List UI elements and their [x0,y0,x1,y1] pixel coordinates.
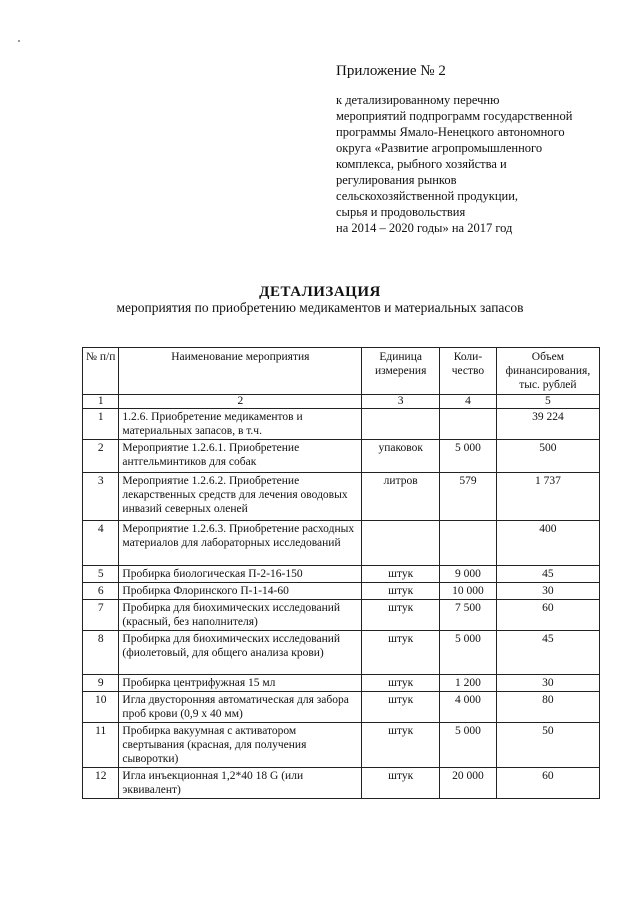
table-row [83,583,600,600]
row-unit: упаковок [362,440,440,473]
row-name: Пробирка биологическая П-2-16-150 [119,566,362,583]
column-number-row [83,395,600,409]
row-amount: 45 [496,631,599,675]
table-row [83,521,600,566]
row-number: 4 [83,521,119,566]
table-row [83,473,600,521]
row-number: 10 [83,692,119,723]
row-quantity: 20 000 [440,768,497,799]
row-quantity: 7 500 [440,600,497,631]
row-number: 2 [83,440,119,473]
row-unit: штук [362,675,440,692]
row-unit: штук [362,600,440,631]
table-row [83,631,600,675]
row-name: Пробирка Флоринского П-1-14-60 [119,583,362,600]
scan-speck [18,40,20,42]
row-number: 7 [83,600,119,631]
row-unit: штук [362,723,440,768]
row-number: 8 [83,631,119,675]
row-name: Игла инъекционная 1,2*40 18 G (или эквивалент) [119,768,362,799]
table-row [83,440,600,473]
row-number: 3 [83,473,119,521]
appendix-line: сельскохозяйственной продукции, [336,189,519,203]
row-amount: 1 737 [496,473,599,521]
document-subheading: мероприятия по приобретению медикаментов и материальных запасов [116,300,524,315]
row-quantity: 5 000 [440,440,497,473]
row-unit: штук [362,631,440,675]
appendix-line: к детализированному перечню [336,93,500,107]
row-quantity [440,521,497,566]
items-table [82,347,600,799]
row-amount: 45 [496,566,599,583]
row-unit: штук [362,768,440,799]
row-name: Пробирка центрифужная 15 мл [119,675,362,692]
row-unit [362,409,440,440]
row-amount: 500 [496,440,599,473]
row-unit: литров [362,473,440,521]
row-name: Пробирка для биохимических исследований (красный, без наполнителя) [119,600,362,631]
row-quantity: 1 200 [440,675,497,692]
row-amount: 400 [496,521,599,566]
row-amount: 30 [496,675,599,692]
table-row [83,723,600,768]
row-amount: 50 [496,723,599,768]
row-amount: 30 [496,583,599,600]
row-quantity: 5 000 [440,631,497,675]
row-name: Мероприятие 1.2.6.2. Приобретение лекарственных средств для лечения оводовых инвазий северных оленей [119,473,362,521]
row-quantity: 5 000 [440,723,497,768]
table-row [83,566,600,583]
header-unit: Единица измерения [362,348,440,395]
row-number: 12 [83,768,119,799]
appendix-line: программы Ямало-Ненецкого автономного [336,125,565,139]
row-quantity: 10 000 [440,583,497,600]
appendix-line: на 2014 – 2020 годы» на 2017 год [336,221,513,235]
table-header-row [83,348,600,395]
appendix-line: округа «Развитие агропромышленного [336,141,543,155]
column-number: 2 [119,395,362,409]
row-name: Пробирка для биохимических исследований (фиолетовый, для общего анализа крови) [119,631,362,675]
column-number: 4 [440,395,497,409]
row-name: Пробирка вакуумная с активатором свертывания (красная, для получения сыворотки) [119,723,362,768]
appendix-title: Приложение № 2 [336,63,446,79]
appendix-line: сырья и продовольствия [336,205,466,219]
column-number: 1 [83,395,119,409]
table-row [83,600,600,631]
row-name: Мероприятие 1.2.6.1. Приобретение антгельминтиков для собак [119,440,362,473]
table-row [83,409,600,440]
row-quantity: 4 000 [440,692,497,723]
table-row [83,675,600,692]
appendix-line: регулирования рынков [336,173,457,187]
row-unit: штук [362,583,440,600]
appendix-line: комплекса, рыбного хозяйства и [336,157,507,171]
row-name: Мероприятие 1.2.6.3. Приобретение расходных материалов для лабораторных исследований [119,521,362,566]
row-unit: штук [362,692,440,723]
row-number: 6 [83,583,119,600]
appendix-line: мероприятий подпрограмм государственной [336,109,573,123]
row-amount: 39 224 [496,409,599,440]
column-number: 3 [362,395,440,409]
row-quantity [440,409,497,440]
header-qty: Коли-чество [440,348,497,395]
row-amount: 80 [496,692,599,723]
row-number: 11 [83,723,119,768]
table-row [83,768,600,799]
row-number: 9 [83,675,119,692]
row-name: 1.2.6. Приобретение медикаментов и материальных запасов, в т.ч. [119,409,362,440]
row-amount: 60 [496,768,599,799]
table-row [83,692,600,723]
header-num: № п/п [83,348,119,395]
row-quantity: 579 [440,473,497,521]
row-amount: 60 [496,600,599,631]
row-unit: штук [362,566,440,583]
row-name: Игла двусторонняя автоматическая для забора проб крови (0,9 х 40 мм) [119,692,362,723]
row-number: 5 [83,566,119,583]
column-number: 5 [496,395,599,409]
document-heading: ДЕТАЛИЗАЦИЯ [259,284,381,300]
header-name: Наименование мероприятия [119,348,362,395]
row-unit [362,521,440,566]
row-quantity: 9 000 [440,566,497,583]
row-number: 1 [83,409,119,440]
appendix-block [336,62,636,236]
header-sum: Объем финансирования, тыс. рублей [496,348,599,395]
